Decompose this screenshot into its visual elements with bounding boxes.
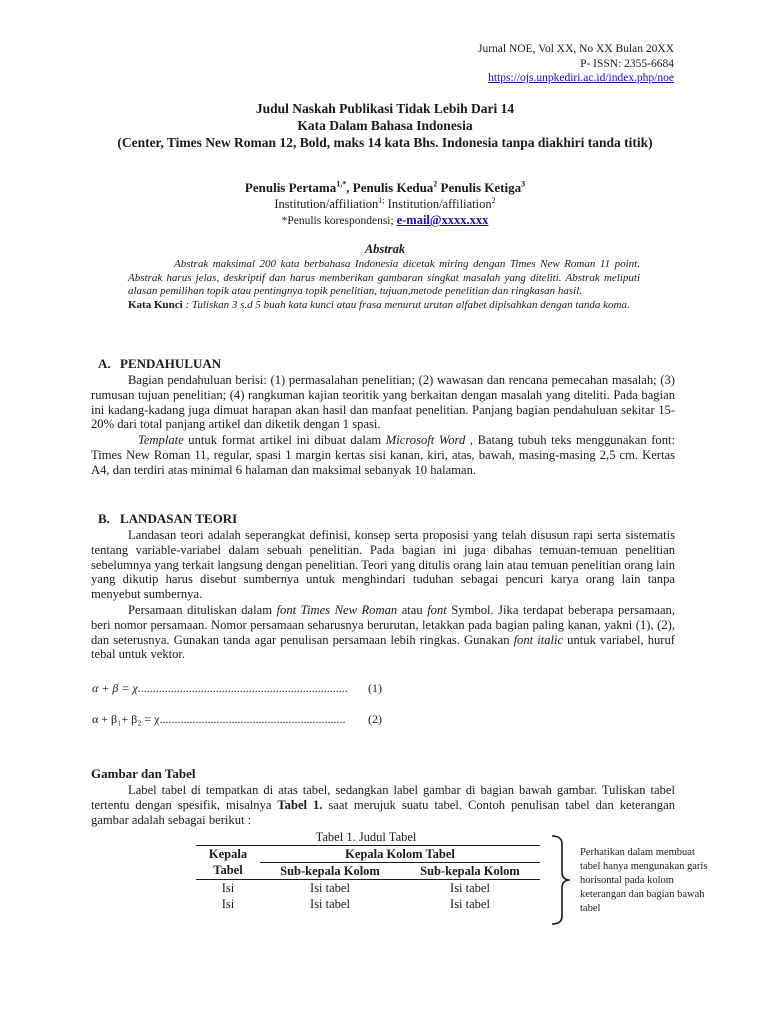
table-header-cell: Sub-kepala Kolom (400, 863, 540, 880)
table-cell: Isi tabel (310, 896, 350, 911)
title-line-2: Kata Dalam Bahasa Indonesia (297, 118, 473, 133)
equation-1-number: (1) (368, 681, 382, 695)
gambar-p1-text-a: Label tabel di tempatkan di atas tabel, sedangkan label gambar di bagian bawah gambar. Tuliskan tabel tertentu dengan spesifik, misalnya (91, 783, 675, 812)
title-line-3: (Center, Times New Roman 12, Bold, maks 14 kata Bhs. Indonesia tanpa diakhiri tanda titik) (117, 135, 653, 150)
pendahuluan-p2-text-a: untuk format artikel ini dibuat dalam (183, 433, 386, 447)
section-heading-landasan-teori (98, 511, 237, 527)
curly-brace-icon (548, 834, 574, 926)
section-heading-pendahuluan (98, 356, 221, 372)
landasan-p2-em-font-tnr: font Times New Roman (276, 603, 398, 617)
pendahuluan-paragraph-1 (91, 373, 675, 432)
landasan-p2-em-italic: font italic (513, 632, 564, 647)
section-b-title: LANDASAN TEORI (120, 511, 238, 526)
equation-2-leader: .............................................................. (159, 712, 346, 726)
table-header-cell: Sub-kepala Kolom (260, 863, 400, 880)
table-cell: Isi (221, 896, 235, 911)
landasan-p1-text: Landasan teori adalah seperangkat definisi, konsep serta proposisi yang telah disusun rapi serta sistematis tentang variable-variabel dalam sebuah penelitian. Pada bagian ini juga dibahas temuan-temuan penelitian sebelumnya yang terkait langsung dengan penelitian. Teori yang ditulis orang lain atau temuan penelitian orang lain yang dikutip harus disebut sumbernya untuk menghindari tuduhan sebagai pencuri karya orang lain tanpa menyebut sumbernya. (91, 528, 675, 602)
affiliation-1-sup: 1; (378, 195, 385, 205)
section-a-title: PENDAHULUAN (120, 356, 222, 371)
pendahuluan-paragraph-2 (91, 433, 675, 477)
table-row (196, 896, 540, 912)
landasan-p2-text-b: atau (397, 603, 428, 617)
table-caption: Tabel 1. Judul Tabel (315, 830, 417, 844)
landasan-p2-text-d: untuk variabel, huruf tebal untuk vektor. (91, 632, 675, 662)
example-table (196, 845, 540, 912)
table-header-cell: Kepala (196, 846, 260, 863)
author-2: , Penulis Kedua (346, 180, 434, 195)
pendahuluan-p2-text-b: , Batang tubuh teks menggunakan font: Times New Roman 11, regular, spasi 1 margin kertas sisi kanan, kiri, atas, bawah, masing-masing 2,5 cm. Kertas A4, dan terdiri atas minimal 6 halaman dan maksimal sebanyak 10 halaman. (91, 433, 675, 477)
section-b-number: B. (98, 511, 110, 526)
equation-1 (92, 681, 382, 696)
abstract-text: Abstrak maksimal 200 kata berbahasa Indonesia dicetak miring dengan Times New Roman 11 point. Abstrak harus jelas, deskriptif dan harus memberikan gambaran singkat masalah yang diteliti. Abstrak meliputi alasan pemilihan topik atau pentingnya topik penelitian, tujuan,metode penelitian dan ringkasan hasil. (128, 258, 640, 298)
journal-link[interactable]: https://ojs.unpkediri.ac.id/index.php/noe (488, 72, 674, 84)
author-names (90, 180, 680, 196)
correspondence-line (90, 212, 680, 229)
table-cell: Isi (221, 880, 235, 895)
keywords-text: : Tuliskan 3 s.d 5 buah kata kunci atau frasa menurut urutan alfabet dipisahkan dengan tanda koma. (182, 298, 630, 311)
author-3: Penulis Ketiga (437, 180, 522, 195)
affiliation-2-sup: 2 (491, 195, 496, 205)
table-cell: Isi tabel (310, 880, 350, 895)
affiliations (90, 196, 680, 212)
paper-title (90, 100, 680, 151)
equation-1-leader: ...................................................................... (137, 681, 348, 695)
table-note: Perhatikan dalam membuat tabel hanya mengunakan garis horisontal pada kolom keterangan dan bagian bawah tabel (580, 847, 708, 914)
abstract-heading: Abstrak (364, 242, 406, 256)
affiliation-1: Institution/affiliation (274, 197, 379, 211)
table-cell: Isi tabel (450, 896, 490, 911)
gambar-p1-bold: Tabel 1. (277, 797, 323, 812)
pendahuluan-p2-em-template: Template (138, 433, 184, 447)
journal-name: Jurnal NOE, Vol XX, No XX Bulan 20XX (477, 43, 674, 55)
issn: P- ISSN: 2355-6684 (580, 57, 674, 70)
equation-1-expression: α + β = χ (92, 681, 138, 695)
table-header-row-2 (196, 863, 540, 880)
landasan-p2-text-c: Symbol. Jika terdapat beberapa persamaan, beri nomor persamaan. Nomor persamaan seharusnya berurutan, letakkan pada bagian paling kanan, yakni (1), (2), dan seterusnya. Gunakan tanda agar penulisan persamaan lebih ringkas. Gunakan (91, 603, 675, 647)
author-1-sup: 1,* (336, 179, 347, 189)
journal-header (478, 42, 674, 86)
author-2-sup: 2 (433, 179, 438, 189)
section-a-number: A. (98, 356, 111, 371)
landasan-paragraph-1 (91, 528, 675, 602)
author-block (90, 180, 680, 229)
landasan-p2-em-font: font (427, 603, 447, 617)
gambar-tabel-heading: Gambar dan Tabel (91, 766, 196, 781)
table-header-row-1 (196, 846, 540, 863)
equation-2 (92, 712, 382, 727)
title-line-1: Judul Naskah Publikasi Tidak Lebih Dari 14 (255, 101, 515, 116)
pendahuluan-p2-em-word: Microsoft Word (385, 433, 466, 447)
landasan-paragraph-2 (91, 603, 675, 662)
email-link[interactable]: e-mail@xxxx.xxx (396, 213, 489, 227)
table-row (196, 880, 540, 897)
pendahuluan-p1-text: Bagian pendahuluan berisi: (1) permasalahan penelitian; (2) wawasan dan rencana pemecahan masalah; (3) rumusan tujuan penelitian; (4) rangkuman kajian teoritik yang berkaitan dengan masalah yang diteliti. Pada bagian ini kadang-kadang juga dimuat harapan akan hasil dan manfaat penelitian. Panjang bagian pendahuluan sekitar 15-20% dari total panjang artikel dan diketik dengan 1 spasi. (91, 373, 675, 432)
equation-2-number: (2) (368, 712, 382, 726)
affiliation-2: Institution/affiliation (384, 197, 492, 211)
table-cell: Isi tabel (450, 880, 490, 895)
keywords-label: Kata Kunci (128, 298, 183, 311)
author-1: Penulis Pertama (244, 180, 337, 195)
author-3-sup: 3 (521, 179, 526, 189)
table-header-cell: Tabel (196, 863, 260, 880)
table-header-cell: Kepala Kolom Tabel (260, 846, 540, 863)
landasan-p2-text-a: Persamaan dituliskan dalam (128, 603, 277, 617)
equation-2-expression: α + β₁+ β₂ = χ (92, 712, 160, 726)
abstract-body (128, 258, 640, 312)
gambar-p1-text-b: saat merujuk suatu tabel. Contoh penulisan tabel dan keterangan gambar adalah sebagai berikut : (91, 797, 675, 827)
gambar-tabel-paragraph (91, 783, 675, 827)
correspondence-label: *Penulis korespondensi; (281, 215, 397, 227)
